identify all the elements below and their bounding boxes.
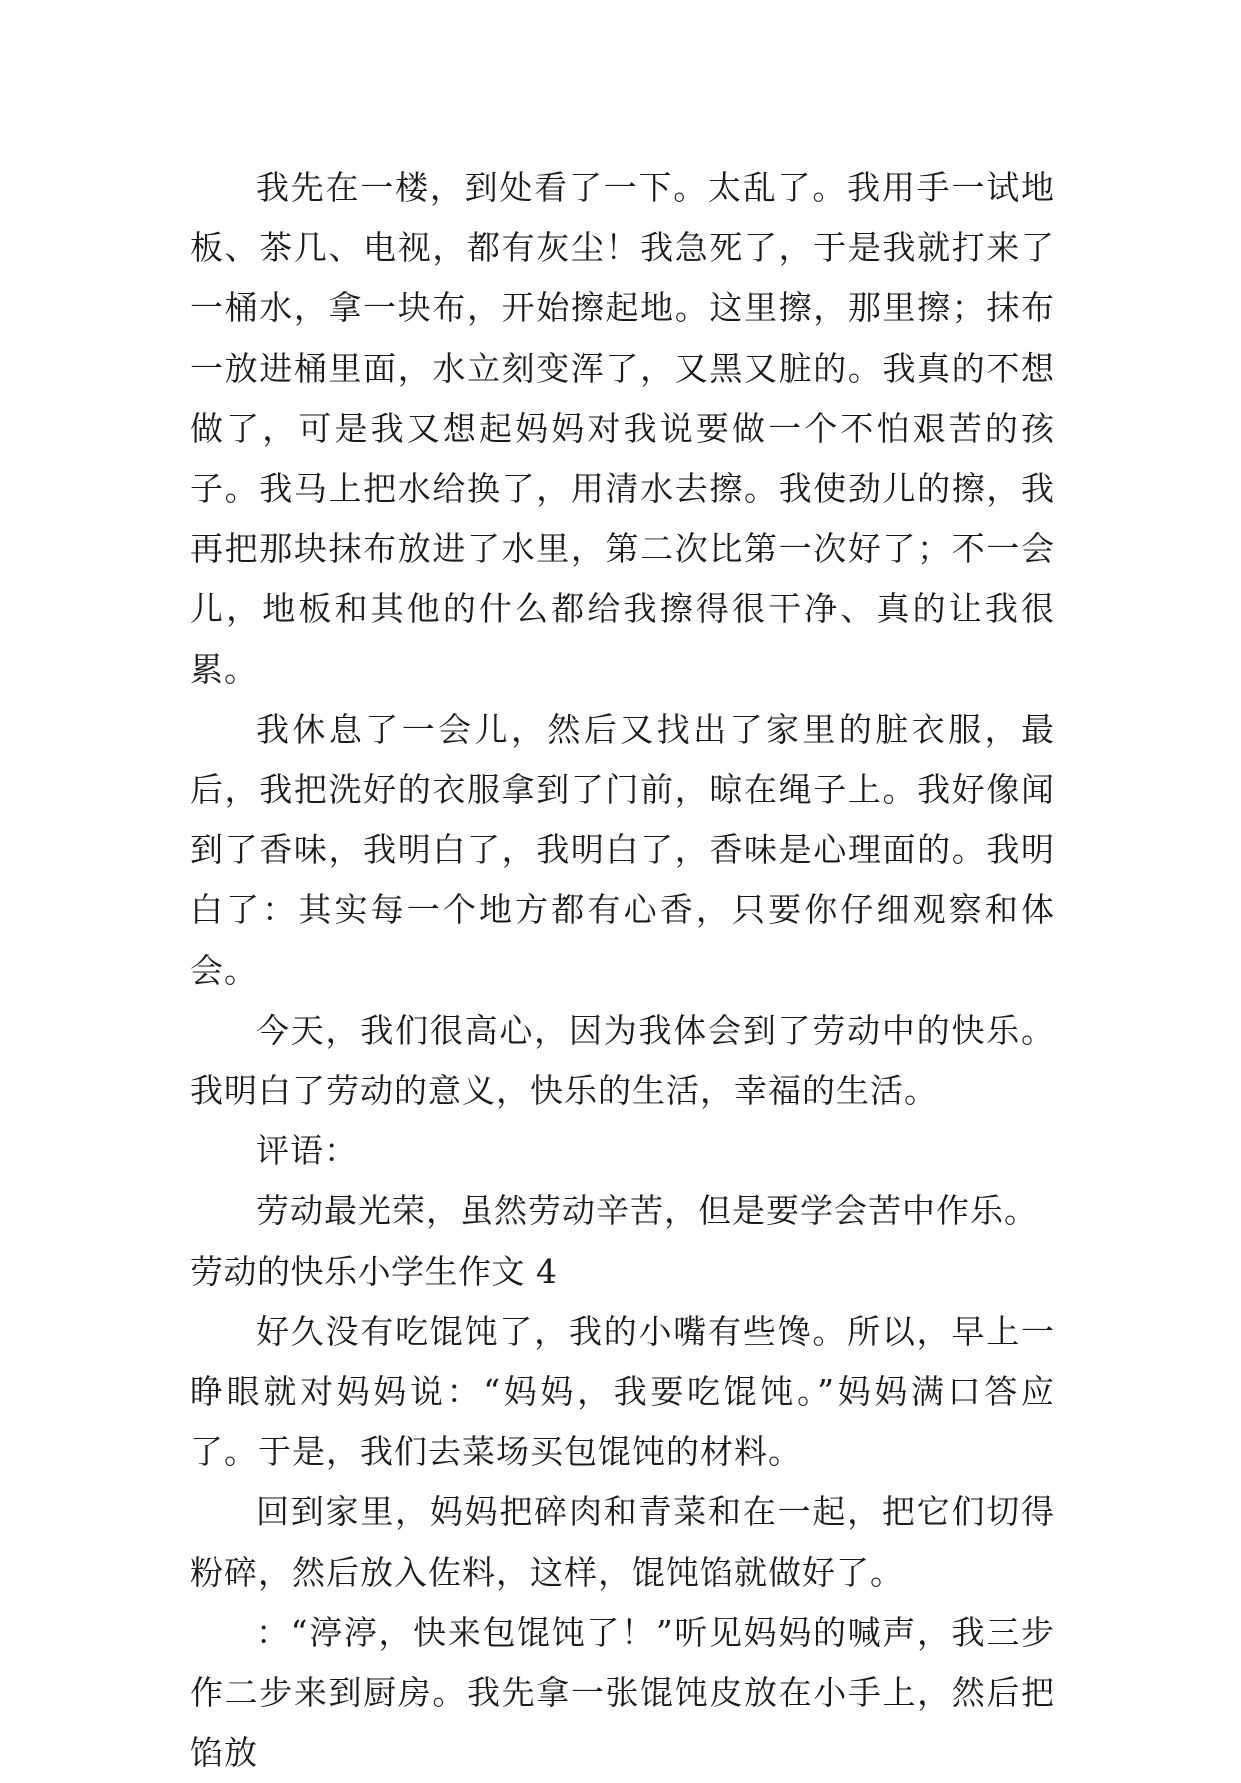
document-body xyxy=(190,158,1055,1783)
essay-title: 劳动的快乐小学生作文 4 xyxy=(190,1251,558,1291)
comment-label: 评语： xyxy=(256,1131,358,1171)
paragraph-today: 今天，我们很高心，因为我体会到了劳动中的快乐。我明白了劳动的意义，快乐的生活，幸福的生活。 xyxy=(190,1010,1055,1111)
paragraph-laundry: 我休息了一会儿，然后又找出了家里的脏衣服，最后，我把洗好的衣服拿到了门前，晾在绳子上。我好像闻到了香味，我明白了，我明白了，香味是心理面的。我明白了：其实每一个地方都有心香，只要你仔细观察和体会。 xyxy=(190,709,1055,990)
comment-text: 劳动最光荣，虽然劳动辛苦，但是要学会苦中作乐。 xyxy=(256,1191,1038,1231)
paragraph-filling: 回到家里，妈妈把碎肉和青菜和在一起，把它们切得粉碎，然后放入佐料，这样，馄饨馅就做好了。 xyxy=(190,1492,1055,1592)
paragraph-wrapping: ：“渟渟，快来包馄饨了！”听见妈妈的喊声，我三步作二步来到厨房。我先拿一张馄饨皮放在小手上，然后把馅放 xyxy=(190,1612,1055,1773)
paragraph-wonton-craving: 好久没有吃馄饨了，我的小嘴有些馋。所以，早上一睁眼就对妈妈说：“妈妈，我要吃馄饨。”妈妈满口答应了。于是，我们去菜场买包馄饨的材料。 xyxy=(190,1311,1055,1472)
paragraph-cleaning-floor: 我先在一楼，到处看了一下。太乱了。我用手一试地板、茶几、电视，都有灰尘！我急死了，于是我就打来了一桶水，拿一块布，开始擦起地。这里擦，那里擦；抹布一放进桶里面，水立刻变浑了，又黑又脏的。我真的不想做了，可是我又想起妈妈对我说要做一个不怕艰苦的孩子。我马上把水给换了，用清水去擦。我使劲儿的擦，我再把那块抹布放进了水里，第二次比第一次好了；不一会儿，地板和其他的什么都给我擦得很干净、真的让我很累。 xyxy=(190,168,1055,689)
